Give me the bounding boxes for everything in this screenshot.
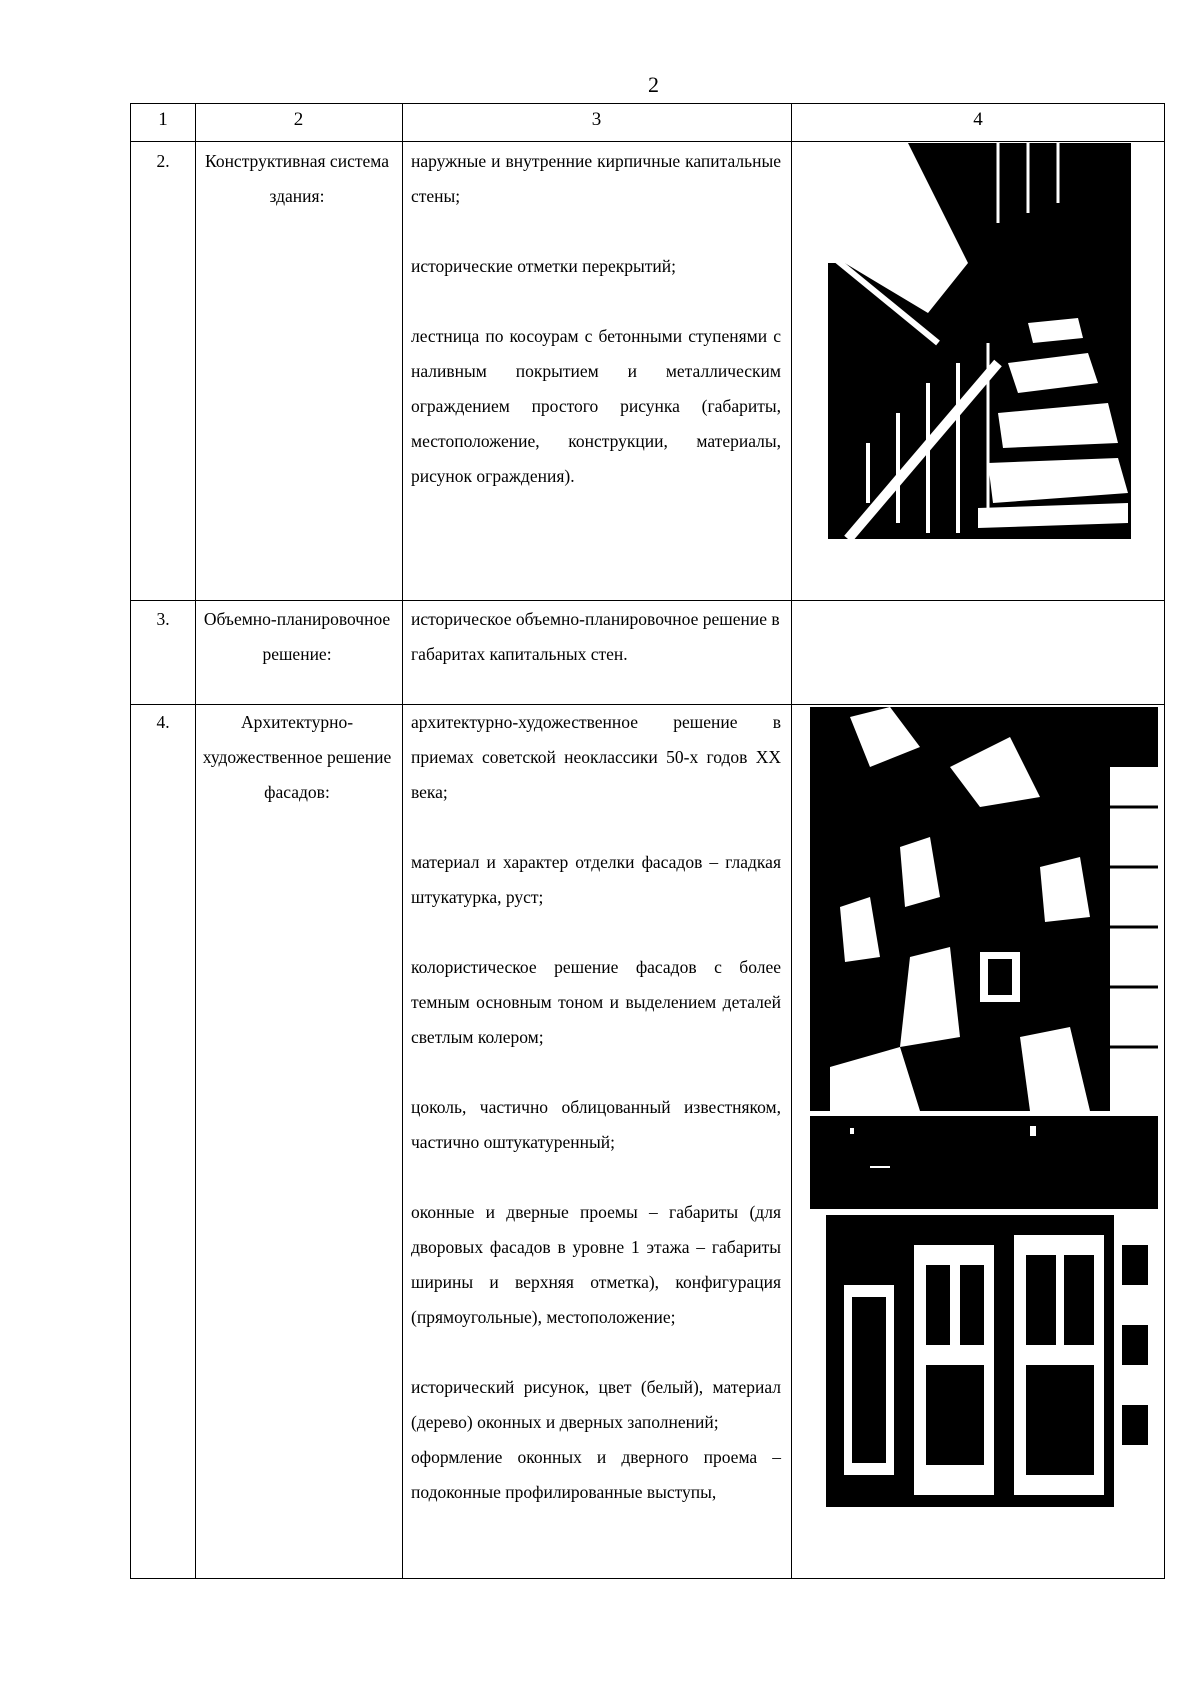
row-divider [131, 600, 1164, 601]
description-item: лестница по косоурам с бетонными ступенями с наливным покрытием и металлическим ограждением простого рисунка (габариты, местоположение, конструкции, материалы, рисунок ограждения). [411, 326, 781, 486]
description-item: исторический рисунок, цвет (белый), материал (дерево) оконных и дверных заполнений; [411, 1377, 781, 1432]
header-col-4: 4 [973, 109, 983, 130]
row-number: 2. [156, 151, 170, 171]
row-divider [131, 141, 1164, 142]
row-name: Конструктивная система здания: [205, 151, 389, 206]
description-item: наружные и внутренние кирпичные капитальные стены; [411, 151, 781, 206]
column-divider [195, 104, 196, 1578]
row-description [411, 144, 781, 494]
description-item: оконные и дверные проемы – габариты (для дворовых фасадов в уровне 1 этажа – габариты ширины и верхняя отметка), конфигурация (прямоугольные), местоположение; [411, 1202, 781, 1327]
description-item: материал и характер отделки фасадов – гладкая штукатурка, руст; [411, 852, 781, 907]
description-item: цоколь, частично облицованный известняком, частично оштукатуренный; [411, 1097, 781, 1152]
facade-photo [810, 707, 1158, 1111]
row-description [411, 705, 781, 1510]
description-item: оформление оконных и дверного проема – подоконные профилированные выступы, [411, 1447, 781, 1502]
description-item: исторические отметки перекрытий; [411, 256, 676, 276]
row-name: Архитектурно-художественное решение фасадов: [202, 712, 392, 802]
column-divider [402, 104, 403, 1578]
column-divider [791, 104, 792, 1578]
row-number: 3. [156, 609, 170, 629]
header-col-1: 1 [158, 109, 168, 130]
description-item: колористическое решение фасадов с более темным основным тоном и выделением деталей светлым колером; [411, 957, 781, 1047]
header-col-3: 3 [591, 109, 602, 130]
description-item: историческое объемно-планировочное решение в габаритах капитальных стен. [411, 609, 780, 664]
row-description [411, 602, 781, 672]
windows-photo [814, 1215, 1156, 1507]
object-protection-table [130, 103, 1165, 1579]
description-item: архитектурно-художественное решение в приемах советской неоклассики 50-х годов XX века; [411, 712, 781, 802]
header-col-2: 2 [293, 109, 304, 130]
row-name: Объемно-планировочное решение: [203, 609, 391, 664]
staircase-photo [828, 143, 1131, 539]
row-number: 4. [156, 712, 170, 732]
facade-detail-photo [810, 1116, 1158, 1209]
